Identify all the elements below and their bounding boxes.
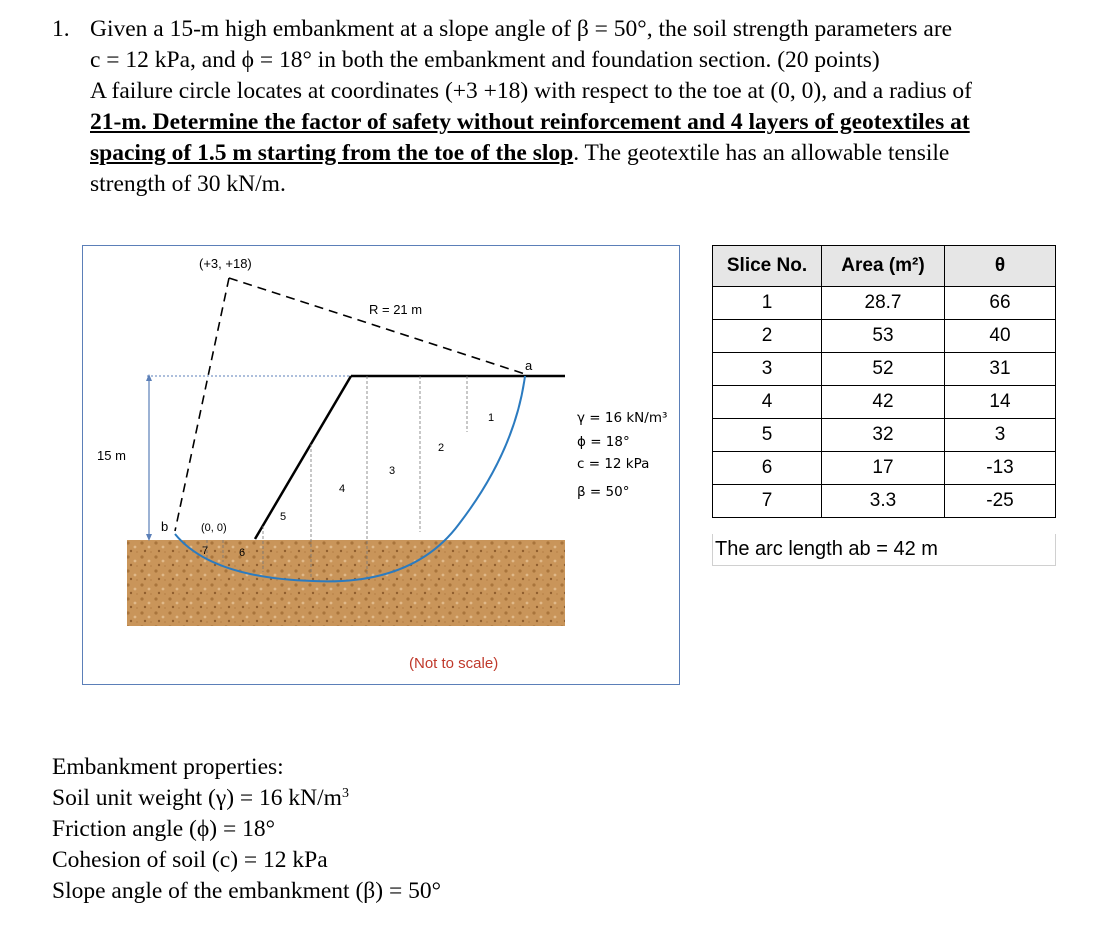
table-row [713, 419, 1056, 452]
foundation-soil [127, 540, 565, 626]
cell-slice-no: 3 [713, 353, 822, 386]
slice-table-header [713, 246, 1056, 287]
table-row [713, 485, 1056, 518]
height-label: 15 m [97, 448, 126, 463]
point-b-label: b [161, 519, 169, 534]
problem-line-4-emphasis: 21-m. Determine the factor of safety without reinforcement and 4 layers of geotextiles at [90, 109, 970, 135]
embankment-slope: Slope angle of the embankment (β) = 50° [52, 878, 441, 904]
figure-cohesion: c = 12 kPa [577, 456, 650, 472]
problem-line-4 [90, 107, 1082, 138]
header-theta: θ [945, 246, 1056, 287]
cell-slice-no: 2 [713, 320, 822, 353]
problem-line-2: c = 12 kPa, and ϕ = 18° in both the embankment and foundation section. (20 points) [90, 47, 880, 73]
radius-line [229, 278, 525, 374]
embankment-unit-weight-line [52, 783, 441, 814]
center-coordinates-label: (+3, +18) [199, 256, 252, 271]
center-to-toe-line [175, 278, 229, 531]
problem-number: 1. [52, 16, 70, 42]
header-slice-no: Slice No. [713, 246, 822, 287]
slice-label-5: 5 [280, 511, 287, 523]
problem-line-5-emphasis: spacing of 1.5 m starting from the toe of the slop [90, 140, 574, 166]
cell-theta: 3 [945, 419, 1056, 452]
cell-area: 42 [822, 386, 945, 419]
cell-slice-no: 5 [713, 419, 822, 452]
embankment-unit-weight: Soil unit weight (γ) = 16 kN/m [52, 785, 342, 811]
cell-area: 3.3 [822, 485, 945, 518]
slope-face [255, 376, 351, 539]
radius-label: R = 21 m [369, 302, 423, 317]
cell-theta: 14 [945, 386, 1056, 419]
table-row [713, 353, 1056, 386]
arc-length-note: The arc length ab = 42 m [712, 534, 1056, 566]
cell-slice-no: 1 [713, 287, 822, 320]
slope-diagram [82, 245, 680, 685]
cell-area: 52 [822, 353, 945, 386]
unit-exponent: 3 [341, 786, 349, 801]
cell-area: 32 [822, 419, 945, 452]
embankment-title: Embankment properties: [52, 754, 284, 780]
embankment-cohesion: Cohesion of soil (c) = 12 kPa [52, 847, 328, 873]
cell-theta: -13 [945, 452, 1056, 485]
problem-line-5-rest: . The geotextile has an allowable tensile [573, 140, 950, 166]
problem-statement [52, 14, 1082, 200]
cell-theta: 66 [945, 287, 1056, 320]
table-row [713, 320, 1056, 353]
not-to-scale-note: (Not to scale) [409, 655, 499, 672]
height-arrow-top [146, 374, 152, 381]
problem-line-3: A failure circle locates at coordinates (+3 +18) with respect to the toe at (0, 0), and a radius of [90, 78, 972, 104]
toe-coordinates-label: (0, 0) [201, 522, 227, 534]
figure-beta: β = 50° [577, 484, 630, 500]
height-arrow-bottom [146, 534, 152, 541]
problem-line-1: Given a 15-m high embankment at a slope angle of β = 50°, the soil strength parameters are [90, 16, 953, 42]
cell-area: 28.7 [822, 287, 945, 320]
table-row [713, 386, 1056, 419]
slice-label-4: 4 [339, 483, 346, 495]
slice-label-3: 3 [389, 465, 396, 477]
cell-slice-no: 7 [713, 485, 822, 518]
embankment-friction: Friction angle (ϕ) = 18° [52, 816, 275, 842]
problem-line-6: strength of 30 kN/m. [90, 171, 286, 197]
cell-theta: 40 [945, 320, 1056, 353]
slice-table [712, 245, 1056, 518]
figure-gamma: γ = 16 kN/m³ [577, 410, 668, 426]
problem-line-5 [90, 138, 1082, 169]
slice-label-7: 7 [202, 545, 209, 557]
cell-slice-no: 4 [713, 386, 822, 419]
table-row [713, 287, 1056, 320]
slice-label-6: 6 [239, 547, 246, 559]
table-row [713, 452, 1056, 485]
slice-label-1: 1 [488, 412, 495, 424]
cell-theta: 31 [945, 353, 1056, 386]
cell-area: 17 [822, 452, 945, 485]
cell-slice-no: 6 [713, 452, 822, 485]
point-a-label: a [525, 358, 533, 373]
slope-diagram-svg [83, 246, 679, 684]
cell-theta: -25 [945, 485, 1056, 518]
slice-label-2: 2 [438, 442, 445, 454]
embankment-properties [52, 752, 441, 907]
header-area: Area (m²) [822, 246, 945, 287]
figure-phi: ϕ = 18° [577, 434, 630, 450]
cell-area: 53 [822, 320, 945, 353]
